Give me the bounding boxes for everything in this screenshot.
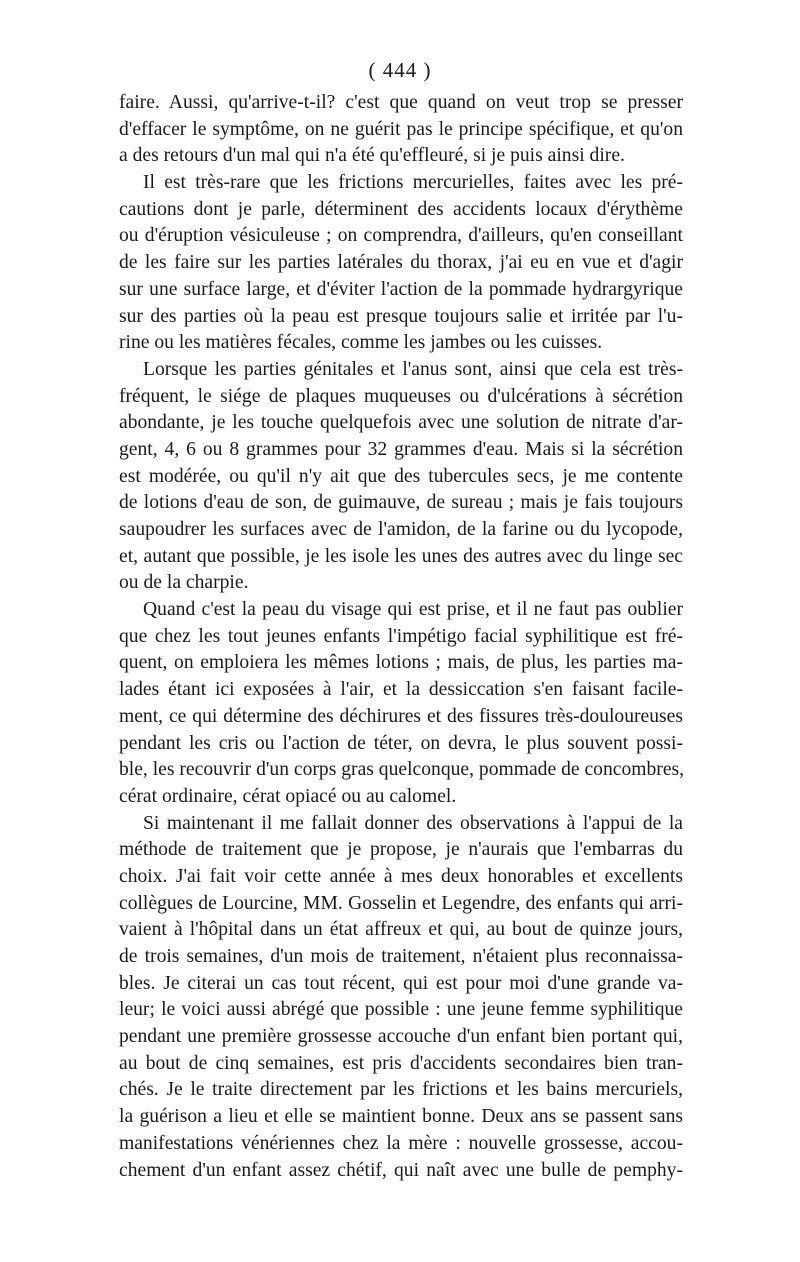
text-line: la guérison a lieu et elle se maintient bonne. Deux ans se passent sans bbox=[119, 1106, 683, 1128]
text-line: chés. Je le traite directement par les frictions et les bains mercuriels, bbox=[119, 1079, 683, 1101]
text-line: lades étant ici exposées à l'air, et la dessiccation s'en faisant facile- bbox=[119, 679, 683, 701]
text-line: Il est très-rare que les frictions mercurielles, faites avec les pré- bbox=[143, 172, 683, 194]
text-line: a des retours d'un mal qui n'a été qu'effleuré, si je puis ainsi dire. bbox=[119, 145, 625, 167]
text-line: cérat ordinaire, cérat opiacé ou au calomel. bbox=[119, 785, 457, 807]
text-line: au bout de cinq semaines, est pris d'accidents secondaires bien tran- bbox=[119, 1052, 683, 1074]
page-number: ( 444 ) bbox=[368, 58, 432, 82]
text-line: faire. Aussi, qu'arrive-t-il? c'est que quand on veut trop se presser bbox=[119, 92, 683, 113]
text-line: abondante, je les touche quelquefois avec une solution de nitrate d'ar- bbox=[119, 412, 683, 434]
text-line: bles. Je citerai un cas tout récent, qui est pour moi d'une grande va- bbox=[119, 972, 683, 994]
paragraph bbox=[119, 170, 683, 357]
text-line: vaient à l'hôpital dans un état affreux et qui, au bout de quinze jours, bbox=[119, 919, 683, 941]
text-line: ou de la charpie. bbox=[119, 572, 249, 594]
paragraph bbox=[119, 597, 683, 811]
text-line: collègues de Lourcine, MM. Gosselin et Legendre, des enfants qui arri- bbox=[119, 892, 683, 914]
paragraph bbox=[119, 357, 683, 597]
text-line: Quand c'est la peau du visage qui est prise, et il ne faut pas oublier bbox=[143, 599, 683, 621]
text-line: manifestations vénériennes chez la mère : nouvelle grossesse, accou- bbox=[119, 1132, 683, 1154]
text-line: fréquent, le siége de plaques muqueuses ou d'ulcérations à sécrétion bbox=[119, 385, 683, 407]
text-line: pendant une première grossesse accouche d'un enfant bien portant qui, bbox=[119, 1026, 683, 1048]
text-line: chement d'un enfant assez chétif, qui naît avec une bulle de pemphy- bbox=[119, 1159, 683, 1181]
text-line: est modérée, ou qu'il n'y ait que des tubercules secs, je me contente bbox=[119, 465, 683, 487]
text-line: choix. J'ai fait voir cette année à mes deux honorables et excellents bbox=[119, 865, 683, 887]
text-line: Si maintenant il me fallait donner des observations à l'appui de la bbox=[143, 812, 683, 834]
text-line: de les faire sur les parties latérales du thorax, j'ai eu en vue et d'agir bbox=[119, 252, 683, 274]
text-line: d'effacer le symptôme, on ne guérit pas le principe spécifique, et qu'on bbox=[119, 118, 683, 140]
text-line: de trois semaines, d'un mois de traitement, n'étaient plus reconnaissa- bbox=[119, 946, 683, 967]
text-line: quent, on emploiera les mêmes lotions ; mais, de plus, les parties ma- bbox=[119, 652, 683, 674]
text-line: rine ou les matières fécales, comme les jambes ou les cuisses. bbox=[119, 332, 603, 354]
text-line: que chez les tout jeunes enfants l'impétigo facial syphilitique est fré- bbox=[119, 625, 683, 647]
text-line: méthode de traitement que je propose, je n'aurais que l'embarras du bbox=[119, 839, 683, 861]
text-line: ment, ce qui détermine des déchirures et des fissures très-douloureuses bbox=[119, 705, 683, 727]
text-line: ou d'éruption vésiculeuse ; on comprendra, d'ailleurs, qu'en conseillant bbox=[119, 225, 683, 247]
text-line: pendant les cris ou l'action de téter, on devra, le plus souvent possi- bbox=[119, 732, 683, 754]
text-line: leur; le voici aussi abrégé que possible : une jeune femme syphilitique bbox=[119, 999, 683, 1021]
text-line: cautions dont je parle, déterminent des accidents locaux d'érythème bbox=[119, 198, 683, 220]
text-line: Lorsque les parties génitales et l'anus sont, ainsi que cela est très- bbox=[143, 358, 683, 380]
text-line: saupoudrer les surfaces avec de l'amidon, de la farine ou du lycopode, bbox=[119, 519, 683, 540]
paragraph bbox=[119, 90, 683, 170]
text-line: ble, les recouvrir d'un corps gras quelconque, pommade de concombres, bbox=[119, 759, 685, 781]
text-line: sur une surface large, et d'éviter l'action de la pommade hydrargyrique bbox=[119, 278, 683, 300]
text-line: gent, 4, 6 ou 8 grammes pour 32 grammes d'eau. Mais si la sécrétion bbox=[119, 438, 683, 460]
text-line: sur des parties où la peau est presque toujours salie et irritée par l'u- bbox=[119, 305, 683, 327]
paragraph bbox=[119, 811, 683, 1185]
text-line: de lotions d'eau de son, de guimauve, de sureau ; mais je fais toujours bbox=[119, 492, 683, 514]
body-text bbox=[119, 90, 683, 1184]
text-line: et, autant que possible, je les isole les unes des autres avec du linge sec bbox=[119, 545, 683, 567]
